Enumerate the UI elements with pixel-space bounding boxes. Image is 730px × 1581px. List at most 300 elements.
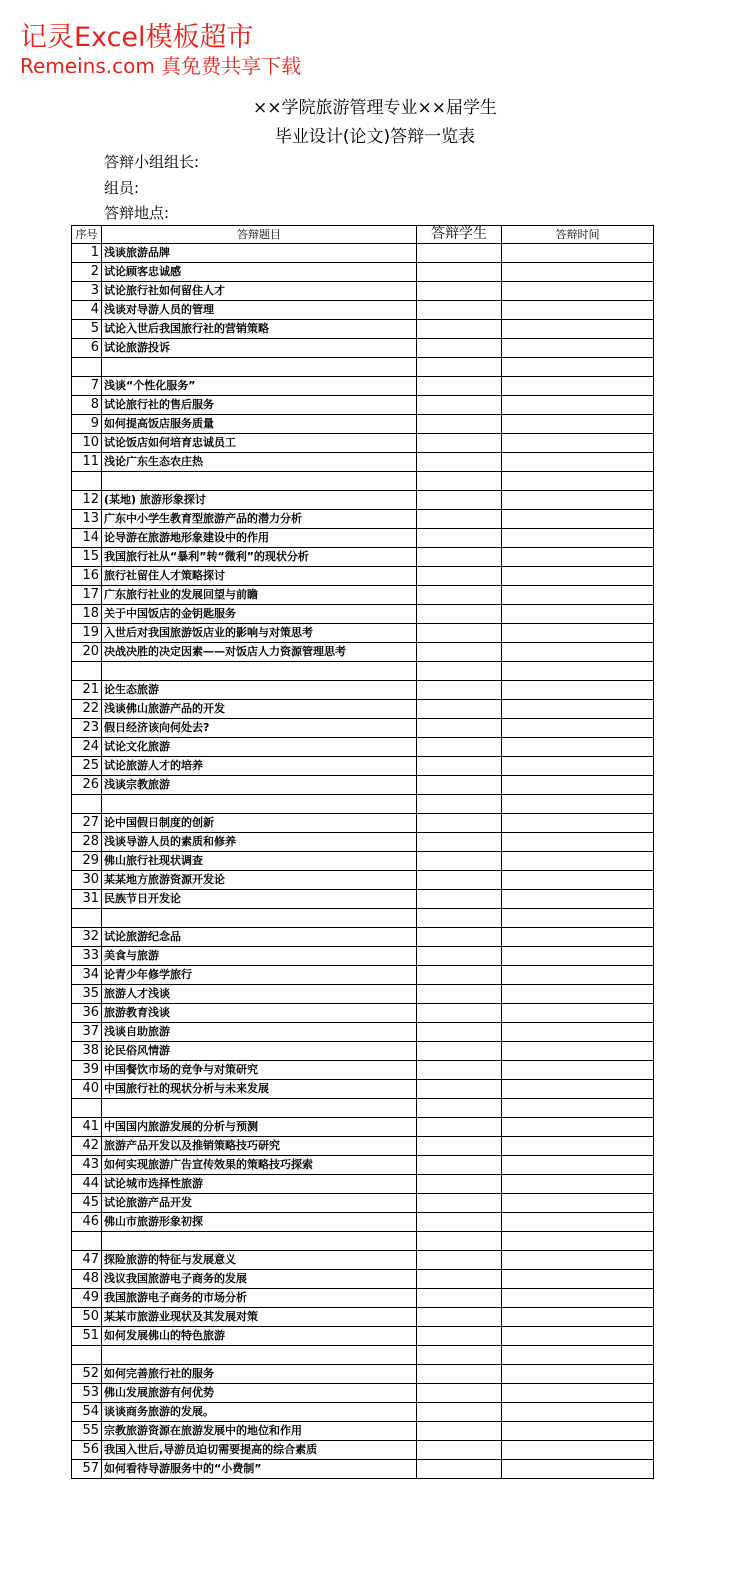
row-topic: 美食与旅游: [102, 947, 417, 966]
table-body: [72, 244, 654, 1479]
row-topic: 入世后对我国旅游饭店业的影响与对策思考: [102, 624, 417, 643]
row-time: [502, 1365, 654, 1384]
table-row: [72, 358, 654, 377]
row-student: [417, 396, 502, 415]
row-student: [417, 263, 502, 282]
table-row: [72, 966, 654, 985]
row-time: [502, 985, 654, 1004]
watermark-subtitle: Remeins.com 真免费共享下载: [20, 54, 302, 78]
table-row: [72, 263, 654, 282]
row-topic: 广东中小学生教育型旅游产品的潜力分析: [102, 510, 417, 529]
row-student: [417, 814, 502, 833]
row-time: [502, 1460, 654, 1479]
row-student: [417, 1099, 502, 1118]
table-row: [72, 1080, 654, 1099]
row-number: 18: [72, 605, 102, 624]
row-student: [417, 795, 502, 814]
row-topic: 试论旅游人才的培养: [102, 757, 417, 776]
row-topic: 试论旅游纪念品: [102, 928, 417, 947]
members-label: 组员:: [104, 179, 140, 197]
row-student: [417, 358, 502, 377]
row-time: [502, 814, 654, 833]
row-student: [417, 1137, 502, 1156]
row-student: [417, 244, 502, 263]
row-time: [502, 776, 654, 795]
row-topic: 浅议我国旅游电子商务的发展: [102, 1270, 417, 1289]
table-row: [72, 396, 654, 415]
row-number: 29: [72, 852, 102, 871]
row-time: [502, 1384, 654, 1403]
row-time: [502, 1327, 654, 1346]
row-student: [417, 700, 502, 719]
row-topic: 试论顾客忠诚感: [102, 263, 417, 282]
row-topic: 旅行社留住人才策略探讨: [102, 567, 417, 586]
row-number: 1: [72, 244, 102, 263]
row-student: [417, 1308, 502, 1327]
row-time: [502, 1080, 654, 1099]
table-row: [72, 548, 654, 567]
row-number: [72, 358, 102, 377]
row-topic: [102, 795, 417, 814]
row-time: [502, 358, 654, 377]
row-student: [417, 624, 502, 643]
table-row: [72, 643, 654, 662]
row-topic: 我国旅行社从“暴利”转“微利”的现状分析: [102, 548, 417, 567]
row-topic: 我国旅游电子商务的市场分析: [102, 1289, 417, 1308]
row-number: 44: [72, 1175, 102, 1194]
row-topic: 浅谈宗教旅游: [102, 776, 417, 795]
table-row: [72, 1441, 654, 1460]
row-topic: (某地) 旅游形象探讨: [102, 491, 417, 510]
row-number: 37: [72, 1023, 102, 1042]
row-topic: 旅游教育浅谈: [102, 1004, 417, 1023]
row-student: [417, 947, 502, 966]
table-row: [72, 1004, 654, 1023]
row-topic: 关于中国饭店的金钥匙服务: [102, 605, 417, 624]
watermark-title: 记灵Excel模板超市: [20, 22, 254, 53]
row-student: [417, 1327, 502, 1346]
table-row: [72, 491, 654, 510]
row-time: [502, 1403, 654, 1422]
table-row: [72, 1460, 654, 1479]
row-student: [417, 1270, 502, 1289]
row-student: [417, 320, 502, 339]
table-row: [72, 1118, 654, 1137]
row-time: [502, 1441, 654, 1460]
row-student: [417, 1004, 502, 1023]
table-row: [72, 662, 654, 681]
row-student: [417, 909, 502, 928]
row-topic: 我国入世后,导游员迫切需要提高的综合素质: [102, 1441, 417, 1460]
row-student: [417, 1156, 502, 1175]
row-number: 42: [72, 1137, 102, 1156]
row-student: [417, 1042, 502, 1061]
table-row: [72, 1251, 654, 1270]
row-student: [417, 529, 502, 548]
row-time: [502, 928, 654, 947]
row-number: 19: [72, 624, 102, 643]
row-student: [417, 1080, 502, 1099]
table-row: [72, 1232, 654, 1251]
row-time: [502, 377, 654, 396]
table-row: [72, 586, 654, 605]
row-number: [72, 909, 102, 928]
row-student: [417, 1118, 502, 1137]
row-number: 39: [72, 1061, 102, 1080]
row-topic: 论青少年修学旅行: [102, 966, 417, 985]
row-number: 30: [72, 871, 102, 890]
row-student: [417, 377, 502, 396]
row-number: 28: [72, 833, 102, 852]
row-topic: 中国餐饮市场的竞争与对策研究: [102, 1061, 417, 1080]
row-topic: 民族节日开发论: [102, 890, 417, 909]
row-student: [417, 1061, 502, 1080]
table-row: [72, 624, 654, 643]
row-number: 17: [72, 586, 102, 605]
row-topic: 浅谈自助旅游: [102, 1023, 417, 1042]
row-topic: 旅游产品开发以及推销策略技巧研究: [102, 1137, 417, 1156]
row-topic: [102, 1099, 417, 1118]
table-row: [72, 814, 654, 833]
row-student: [417, 776, 502, 795]
col-header-topic: 答辩题目: [102, 226, 417, 244]
table-row: [72, 871, 654, 890]
row-number: [72, 1346, 102, 1365]
row-student: [417, 586, 502, 605]
row-time: [502, 738, 654, 757]
table-row: [72, 1099, 654, 1118]
row-student: [417, 985, 502, 1004]
row-time: [502, 282, 654, 301]
row-topic: 试论旅游投诉: [102, 339, 417, 358]
row-number: 27: [72, 814, 102, 833]
table-row: [72, 529, 654, 548]
row-time: [502, 1004, 654, 1023]
row-number: 51: [72, 1327, 102, 1346]
row-topic: 如何提高饭店服务质量: [102, 415, 417, 434]
table-row: [72, 1061, 654, 1080]
row-time: [502, 909, 654, 928]
row-number: 23: [72, 719, 102, 738]
row-topic: 如何看待导游服务中的“小费制”: [102, 1460, 417, 1479]
row-topic: 试论旅行社如何留住人才: [102, 282, 417, 301]
row-number: 48: [72, 1270, 102, 1289]
page-title: ××学院旅游管理专业××届学生: [253, 98, 497, 118]
row-number: 3: [72, 282, 102, 301]
row-number: 6: [72, 339, 102, 358]
table-row: [72, 1137, 654, 1156]
page-subtitle: 毕业设计(论文)答辩一览表: [274, 127, 476, 147]
row-time: [502, 586, 654, 605]
table-row: [72, 1175, 654, 1194]
row-number: 38: [72, 1042, 102, 1061]
row-topic: 浅谈对导游人员的管理: [102, 301, 417, 320]
row-number: 26: [72, 776, 102, 795]
row-number: 10: [72, 434, 102, 453]
row-number: 7: [72, 377, 102, 396]
table-row: [72, 1213, 654, 1232]
row-time: [502, 453, 654, 472]
table-row: [72, 852, 654, 871]
row-topic: [102, 909, 417, 928]
row-student: [417, 491, 502, 510]
row-time: [502, 1194, 654, 1213]
row-student: [417, 1194, 502, 1213]
row-number: 46: [72, 1213, 102, 1232]
row-time: [502, 1308, 654, 1327]
table-row: [72, 301, 654, 320]
row-student: [417, 1346, 502, 1365]
row-number: 45: [72, 1194, 102, 1213]
table-row: [72, 1403, 654, 1422]
row-number: 4: [72, 301, 102, 320]
defense-table: [71, 225, 654, 1479]
table-row: [72, 890, 654, 909]
table-row: [72, 1346, 654, 1365]
row-topic: 如何实现旅游广告宣传效果的策略技巧探索: [102, 1156, 417, 1175]
row-time: [502, 833, 654, 852]
table-row: [72, 605, 654, 624]
row-topic: 浅谈佛山旅游产品的开发: [102, 700, 417, 719]
row-time: [502, 548, 654, 567]
row-student: [417, 1422, 502, 1441]
row-time: [502, 529, 654, 548]
row-time: [502, 662, 654, 681]
row-student: [417, 833, 502, 852]
row-number: 40: [72, 1080, 102, 1099]
row-student: [417, 928, 502, 947]
table-row: [72, 909, 654, 928]
row-number: 16: [72, 567, 102, 586]
row-time: [502, 1156, 654, 1175]
row-student: [417, 567, 502, 586]
col-header-no: 序号: [72, 226, 102, 244]
table-row: [72, 681, 654, 700]
row-time: [502, 1422, 654, 1441]
row-time: [502, 320, 654, 339]
row-number: 8: [72, 396, 102, 415]
row-number: 54: [72, 1403, 102, 1422]
row-number: 13: [72, 510, 102, 529]
row-number: 36: [72, 1004, 102, 1023]
row-time: [502, 890, 654, 909]
row-time: [502, 472, 654, 491]
row-time: [502, 301, 654, 320]
row-time: [502, 966, 654, 985]
row-student: [417, 890, 502, 909]
row-topic: 广东旅行社业的发展回望与前瞻: [102, 586, 417, 605]
col-header-time: 答辩时间: [502, 226, 654, 244]
row-student: [417, 871, 502, 890]
row-number: 32: [72, 928, 102, 947]
row-topic: 试论旅游产品开发: [102, 1194, 417, 1213]
table-header-row: [72, 226, 654, 244]
row-number: 20: [72, 643, 102, 662]
location-label: 答辩地点:: [104, 204, 170, 222]
row-number: 5: [72, 320, 102, 339]
table-row: [72, 377, 654, 396]
row-number: [72, 1232, 102, 1251]
row-time: [502, 681, 654, 700]
row-number: [72, 795, 102, 814]
row-time: [502, 434, 654, 453]
row-topic: 浅谈旅游品牌: [102, 244, 417, 263]
row-number: [72, 472, 102, 491]
row-topic: 佛山市旅游形象初探: [102, 1213, 417, 1232]
row-number: 14: [72, 529, 102, 548]
row-student: [417, 643, 502, 662]
row-student: [417, 1460, 502, 1479]
row-topic: 论民俗风情游: [102, 1042, 417, 1061]
row-student: [417, 662, 502, 681]
row-number: 15: [72, 548, 102, 567]
row-time: [502, 1175, 654, 1194]
table-row: [72, 1194, 654, 1213]
row-time: [502, 1061, 654, 1080]
row-number: [72, 1099, 102, 1118]
row-time: [502, 757, 654, 776]
row-time: [502, 1099, 654, 1118]
row-student: [417, 1365, 502, 1384]
row-topic: [102, 662, 417, 681]
row-topic: [102, 358, 417, 377]
row-time: [502, 263, 654, 282]
table-row: [72, 985, 654, 1004]
row-student: [417, 453, 502, 472]
row-student: [417, 510, 502, 529]
row-student: [417, 1403, 502, 1422]
row-time: [502, 1270, 654, 1289]
row-time: [502, 795, 654, 814]
row-number: 57: [72, 1460, 102, 1479]
row-time: [502, 1346, 654, 1365]
row-student: [417, 719, 502, 738]
table-row: [72, 1422, 654, 1441]
row-topic: 如何完善旅行社的服务: [102, 1365, 417, 1384]
col-header-student: 答辩学生: [417, 226, 502, 244]
row-number: 41: [72, 1118, 102, 1137]
row-number: 43: [72, 1156, 102, 1175]
row-number: 55: [72, 1422, 102, 1441]
row-topic: 浅谈导游人员的素质和修养: [102, 833, 417, 852]
row-time: [502, 1289, 654, 1308]
row-topic: 探险旅游的特征与发展意义: [102, 1251, 417, 1270]
row-topic: 试论城市选择性旅游: [102, 1175, 417, 1194]
row-student: [417, 1251, 502, 1270]
table-row: [72, 776, 654, 795]
row-topic: 浅谈“个性化服务”: [102, 377, 417, 396]
row-time: [502, 643, 654, 662]
table-row: [72, 1384, 654, 1403]
table-row: [72, 1365, 654, 1384]
table-row: [72, 339, 654, 358]
row-student: [417, 1213, 502, 1232]
row-time: [502, 415, 654, 434]
row-time: [502, 396, 654, 415]
row-time: [502, 700, 654, 719]
table-row: [72, 453, 654, 472]
leader-label: 答辩小组组长:: [104, 153, 200, 171]
row-student: [417, 434, 502, 453]
row-topic: 宗教旅游资源在旅游发展中的地位和作用: [102, 1422, 417, 1441]
row-student: [417, 282, 502, 301]
row-number: 2: [72, 263, 102, 282]
row-number: 34: [72, 966, 102, 985]
row-number: 35: [72, 985, 102, 1004]
table-row: [72, 738, 654, 757]
row-number: 9: [72, 415, 102, 434]
row-topic: 如何发展佛山的特色旅游: [102, 1327, 417, 1346]
row-topic: 佛山旅行社现状调查: [102, 852, 417, 871]
row-student: [417, 1232, 502, 1251]
table-row: [72, 472, 654, 491]
row-time: [502, 624, 654, 643]
row-number: 50: [72, 1308, 102, 1327]
row-number: 53: [72, 1384, 102, 1403]
row-number: 49: [72, 1289, 102, 1308]
row-time: [502, 1251, 654, 1270]
table-row: [72, 700, 654, 719]
table-row: [72, 320, 654, 339]
row-student: [417, 472, 502, 491]
row-topic: 中国旅行社的现状分析与未来发展: [102, 1080, 417, 1099]
row-time: [502, 491, 654, 510]
row-student: [417, 1175, 502, 1194]
row-number: 31: [72, 890, 102, 909]
row-student: [417, 415, 502, 434]
row-topic: 谈谈商务旅游的发展。: [102, 1403, 417, 1422]
row-time: [502, 947, 654, 966]
row-student: [417, 548, 502, 567]
table-row: [72, 757, 654, 776]
row-student: [417, 966, 502, 985]
row-number: 24: [72, 738, 102, 757]
table-row: [72, 510, 654, 529]
row-student: [417, 757, 502, 776]
row-topic: 试论文化旅游: [102, 738, 417, 757]
row-student: [417, 852, 502, 871]
row-time: [502, 339, 654, 358]
table-row: [72, 1042, 654, 1061]
row-time: [502, 852, 654, 871]
row-student: [417, 1289, 502, 1308]
row-topic: 中国国内旅游发展的分析与预测: [102, 1118, 417, 1137]
table-row: [72, 1289, 654, 1308]
row-topic: 某某市旅游业现状及其发展对策: [102, 1308, 417, 1327]
row-topic: 论生态旅游: [102, 681, 417, 700]
table-row: [72, 947, 654, 966]
row-topic: 试论旅行社的售后服务: [102, 396, 417, 415]
table-row: [72, 795, 654, 814]
row-topic: 佛山发展旅游有何优势: [102, 1384, 417, 1403]
row-topic: [102, 472, 417, 491]
row-topic: 某某地方旅游资源开发论: [102, 871, 417, 890]
row-topic: 论导游在旅游地形象建设中的作用: [102, 529, 417, 548]
row-number: 33: [72, 947, 102, 966]
row-topic: 论中国假日制度的创新: [102, 814, 417, 833]
table-row: [72, 1327, 654, 1346]
row-time: [502, 510, 654, 529]
row-time: [502, 1023, 654, 1042]
row-number: 11: [72, 453, 102, 472]
row-student: [417, 738, 502, 757]
row-student: [417, 301, 502, 320]
row-number: 12: [72, 491, 102, 510]
row-number: 25: [72, 757, 102, 776]
row-time: [502, 719, 654, 738]
table-row: [72, 1308, 654, 1327]
table-row: [72, 282, 654, 301]
